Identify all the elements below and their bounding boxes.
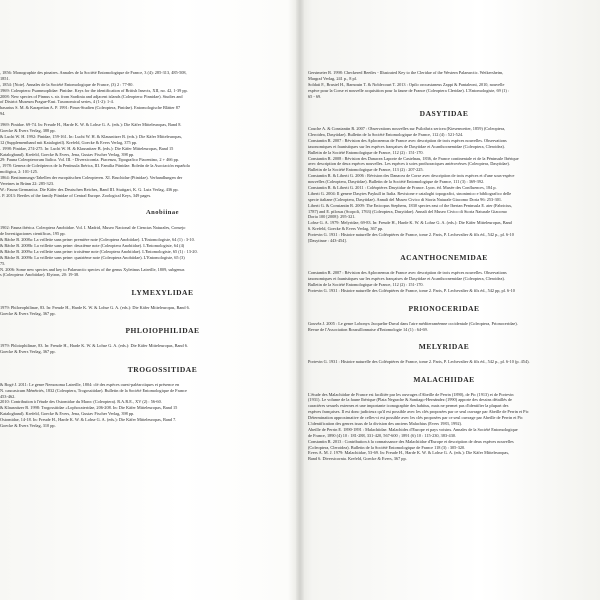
reference-line: Constantin R. & Liberti G. 2011 : Coléoptères Dasytidae de France. Lyon. éd. Musée des Confluences, 184 p. [308, 184, 497, 190]
prionoceridae-refs [308, 321, 580, 332]
section-title-anobiinae: Anobiinae [145, 209, 180, 217]
reference-line: Doria 100 [2008]: 295-321. [308, 214, 356, 220]
reference-line: Ostomidae, 14-18. In: Freude H., Harde K. W. & Lohse G. A. (eds.): Die Käfer Mitteleuropas, Band 7. [0, 417, 177, 423]
reference-line: 1851. [0, 75, 10, 81]
reference-line: Band 6. Diversicornia. Krefeld, Goecke & Evers, 367 pp. [308, 456, 407, 462]
reference-line: 1902: Fauna ibérica. Coleoptera Anobiidae. Vol. I. Madrid, Museo Nacional de Ciencias Naturales, Consejo [0, 225, 186, 231]
section-title-phloiophilidae: PHLOIOPHILIDAE [125, 326, 200, 336]
reference-line: Revue de l'Association Roussillonnaise d'Entomologie 14 (1) : 64-69. [308, 326, 428, 332]
reference-line: 6. Krefeld, Goecke & Evers Verlag, 367 pp. [308, 226, 384, 232]
reference-line: Constantin R. 2007 : Révision des Aplocnemus de France avec description de trois espèces nouvelles. Observations [308, 270, 507, 276]
reference-line: of District Museum Prague-East. Taxonomical series, 4 (1-2): 1-4. [0, 99, 114, 105]
lymexylidae-refs [0, 305, 285, 316]
reference-line: 1787) and E. pilosus (Scopoli, 1763) (Coleoptera, Dasytidae). Annali del Museo Civico di Storia Naturale Giacomo [308, 208, 507, 214]
reference-line: Gerstmeier R. 1998: Checkered Beetles - Illustrated Key to the Cleridae of the Western Palaearctic. Weikersheim, [308, 70, 504, 75]
reference-line: 75. [0, 260, 6, 266]
reference-line: taxonomiques et faunistiques sur les espèces françaises de Dasytidae et Acanthocnemidae (Coleoptera, Cleroidea). [308, 143, 505, 149]
reference-line: N. caucasicum Ménétriés, 1832 (Coleoptera, Trogossitidae). Bulletin de la Société Entomologique de France [0, 387, 187, 393]
reference-line: nouvelles (Coleoptera, Dasytidae). Bulletin de la Société Entomologique de France, 111 (3) : 369-392. [308, 179, 485, 185]
reference-line: Portevin G. 1931 : Histoire naturelle des Coléoptères de France, tome 2. Paris, P. Lechevalier & fils éd., 542 p., pl. 6-10 (p. 454). [308, 359, 530, 365]
reference-line: Goecke & Evers Verlag, 367 pp. [0, 349, 56, 355]
reference-line: Constantin R. & Liberti G. 2006 : Révision des Danacea de Corse avec description de trois espèces et d'une sous-espèce [308, 173, 515, 179]
reference-line: Goecke & Evers Verlag, 310 pp. [0, 422, 56, 428]
section-title-prionoceridae: PRIONOCERIDAE [408, 303, 480, 313]
reference-line: 29: Fauna Coleopterorum Italica. Vol. III. - Diversicornia. Piacenza, Tipografico Piacentino, 2 + 466 pp. [0, 157, 179, 163]
reference-line: 2008: New species of Pinnus s. str. from Sardinia and adjacent islands (Coleoptera: Pinnidae). Studies and [0, 93, 183, 99]
reference-line: Gouvêa J. 2005 : Le genre Lobonyx Jacquelin-Duval dans l'aire méditerranéenne occidentale (Coleoptera, Prionoceridae). [308, 320, 518, 326]
reference-line: Portevin G. 1931 : Histoire naturelle des Coléoptères de France, tome 2. Paris, P. Lechevalier & fils éd., 542 p., pl. 6-10 [308, 232, 514, 238]
reference-line: N. 2006: Some new species and key to Palaearctic species of the genus Xyletinus Latreille, 1809, subgenus [0, 266, 185, 272]
reference-line: Bulletin de la Société Entomologique de France, 113 (2) : 207-225. [308, 167, 424, 173]
left-block-2 [0, 122, 285, 198]
reference-line: 65 - 69. [308, 93, 322, 99]
reference-line: 1979: Phloiophilinae, 83. In: Freude H., Harde K. W. & Lohse G. A. (eds.): Die Käfer Mitteleuropas, Band 6. [0, 343, 188, 349]
reference-line: W.: Fauna Germanica. Die Käfer des Deutschen Reiches, Band III. Stuttgart, K. G. Lutz Verlag, 436 pp. [0, 186, 179, 192]
reference-line: [Dasytinae : 443-454]. [308, 237, 347, 243]
section-title-lymexylidae: LYMEXYLIDAE [131, 287, 194, 297]
section-title-trogossitidae: TROGOSSITIDAE [127, 364, 198, 374]
reference-line: Bulletin de la Société Entomologique de France, 112 (2) : 151-170. [308, 149, 424, 155]
reference-line: . P. 2013: Beetles of the family Ptinidae of Central Europe. Zoological Keys, 349 pages. [0, 192, 152, 198]
reference-line: & Klausnitzer B. 1998: Trogossitidae «Lophocateridae, 206-208. In: Die Käfer Mitteleuropas, Band 15 [0, 405, 178, 411]
anobiinae-refs [0, 225, 285, 278]
reference-line: Constantin R. 2008 : Révision des Danacea Laporte de Castelnau, 1836, de France continentale et de la Péninsule Ibérique [308, 155, 519, 161]
reference-line: & Lucht W. H. 1992: Pinidae, 159-161. In: Lucht W. H. & Klausnitzer B. (eds.): Die Käfer Mitteleuropas, [0, 133, 183, 139]
reference-line: Liberti G. 2004: Il genere Dasytes Paykull in Italia. Revisione e cataloghi topografici, sinonimico e bibliografico delle [308, 190, 512, 196]
reference-line: 1969: Coleoptera: Psammoplidae: Pinidae. Keys for the identification of British Insects, XII, no. 42, 1-39 pp. [0, 87, 188, 93]
reference-line: basarius S. M. & Karapetian A. P. 1991: Pinus-Studien (Coleoptera, Pinidae). Entomologische Blätter 87 [0, 105, 181, 111]
reference-line: Abeille de Perrin E. 1890-1891 : Malachiidae. Malachides d'Europe et pays voisins. Annales de la Société Entomologique [308, 426, 518, 432]
melyridae-refs [308, 359, 580, 365]
reference-line: Constantin R. 2013 : Contribution à la connaissance des Malachiidae d'Europe et description de deux espèces nouvelles [308, 438, 514, 444]
reference-line: Soldati F., Brustel H., Barnouin T. & Noblecourt T. 2013 : Opilo orocastaneus Zappi & Pantaleoni, 2010, nouvelle [308, 81, 505, 87]
reference-line: & Bâche B. 2009a: La vrillette sans peine: troisième note (Coleoptera Anobiidae). L'Entomologiste, 65 (1) : 13-20. [0, 248, 198, 254]
reference-line: , 1854: [Note]. Annales de la Société Entomologique de France, (3) 2 : 77-80. [0, 81, 134, 87]
reference-line: Détermination approximative de celles-ci est possible avec les clés proposées par ce seul ouvrage par Abeille de Perrin et Pic [308, 415, 523, 421]
section-title-melyridae: MELYRIDAE [418, 342, 470, 352]
reference-line: Katalogband). Krefeld, Goecke & Evers, Jena, Gustav Fischer Verlag, 398 pp. [0, 411, 135, 417]
reference-line: 1979: Philoeophilinae, 83. In: Freude H., Harde K. W. & Lohse G. A. (eds.): Die Käfer Mitteleuropas, Band 6. [0, 304, 190, 310]
reference-line: de Investigaciones científicas, 195 pp. [0, 231, 66, 237]
reference-line: Vereines in Brünn 22: 285-323. [0, 181, 55, 187]
reference-line: de France, 1890 (4) 10 : 181-288, 331-420, 567-600 ; 1891 (6) 10 : 115-230, 383-430. [308, 432, 457, 438]
reference-line: Constantin R. 2007 : Révision des Aplocnemus de France avec description de trois espèces nouvelles. Observations [308, 137, 507, 143]
reference-line: 1864: Bestimmungs-Tabellen der europäischen Coleopteren. XI. Bruchidae (Ptinidae). Verhandlungen der [0, 175, 183, 181]
reference-line: & Bogé J. 2011: Le genre Nemosoma Latreille, 1804: clé des espèces ouest-paléarctiques et présence en [0, 381, 180, 387]
reference-line: Margraf Verlag, 241 p., 8 pl. [308, 75, 357, 81]
reference-line: , 1978: Genera de Coleópteros de la Península Ibérica, III. Familia Ptinidae. Boletín de la Asociación española [0, 163, 190, 169]
malachiidae-refs [308, 392, 580, 462]
reference-line: . 1998: Pinidae, 274-275. In: Lucht W. H. & Klausnitzer B. (eds.): Die Käfer Mitteleuropas, Band 15 [0, 145, 174, 151]
reference-line: 94. [0, 111, 6, 117]
reference-line: Couche A. & Constantin R. 2007 : Observations nouvelles sur Psilothrix sericea (Kiesenwetter, 1859) (Coleoptera, [308, 126, 506, 132]
reference-line: Goecke & Evers Verlag, 388 pp. [0, 128, 56, 134]
reference-line: 12 (Supplementband mit Katalogteil). Krefeld, Goecke & Evers Verlag, 375 pp. [0, 139, 138, 145]
reference-line: specie italiane (Coleoptera, Dasytidae). Annali del Museo Civico di Storia Naturale Giacomo Doria 96: 253-301. [308, 196, 503, 202]
reference-line: (Coleoptera, Cleroidea). Bulletin de la Société Entomologique de France 118 (3) : 305-320. [308, 444, 466, 450]
reference-line: (1931). Le volume de la faune Ibérique (Plata Negrache & Santiago-Hernández (1990) apporte des dessins détaillés de [308, 397, 512, 403]
left-page [0, 70, 285, 429]
reference-line: 453-462. [0, 393, 16, 399]
reference-line: taxonomiques et faunistiques sur les espèces françaises de Dasytidae et Acanthocnemidae (Coleoptera, Cleroidea). [308, 276, 505, 282]
section-title-malachiidae: MALACHIIDAE [413, 374, 475, 384]
reference-line: espèces françaises. Il est donc judicieux qu'il est possible avec les clés proposées par ce seul ouvrage par Abeille de Perrin et Pic [308, 409, 529, 415]
reference-line: 2010: Contribution à l'étude des Ostomidae du Maroc (Coleoptera). R.A.R.E., XV (2) : 56-60. [0, 399, 162, 405]
reference-line: Cleroidea, Dasytidae). Bulletin de la Société Entomologique de France, 112 (4) : 521-524. [308, 131, 464, 137]
acanthocnemidae-refs [308, 270, 580, 293]
reference-line: Liberti G. & Constantin R. 2009: The Enicopus Stephens, 1830 species east of the Iberian Peninsula E. ater (Fabricius, [308, 202, 513, 208]
reference-line: Portevin G. 1931 : Histoire naturelle des Coléoptères de France, tome 2. Paris, P. Lechevalier & fils éd., 542 pp, pl. 6-10 [308, 288, 515, 294]
reference-line: Bulletin de la Société Entomologique de France, 112 (2) : 151-170. [308, 282, 424, 288]
reference-line: caractères sexuels externes et une importante iconographie des habitus, mais ne permet pas d'identifier la plupart des [308, 403, 509, 409]
right-top-refs [308, 70, 580, 99]
reference-line: L'identification des genres issus de la division des anciens Malachius (Evers 1983, 1992). [308, 421, 462, 426]
reference-line: mológica, 2: 101-125. [0, 169, 38, 175]
reference-line: espèce pour la Corse et nouvelle acquisition pour la faune de France (Coleoptera Cleridae). L'Entomologiste, 69 (1) : [308, 87, 510, 93]
reference-line: s (Coleoptera: Anobiidae). Elytron, 20: 19-38. [0, 272, 80, 278]
section-title-dasytidae: DASYTIDAE [419, 109, 469, 119]
reference-line: & Bâche B. 2008a: La vrillette sans peine: première note (Coleoptera Anobiidae). L'Entomologiste, 64 (1) : 3-10. [0, 237, 195, 243]
reference-line: Goecke & Evers Verlag, 367 pp. [0, 310, 56, 316]
reference-line: & Bâche B. 2009b: La vrillette sans peine: quatrième note (Coleoptera Anobiidae). L'Entomologiste, 65 (3) [0, 254, 185, 260]
reference-line: 1969: Pinidae. 69-74. In: Freude H., Harde K. W. & Lohse G. A. (eds.): Die Käfer Mitteleuropas, Band 8. [0, 122, 182, 128]
reference-line: Evers A. M. J. 1979: Malachiidae, 53-69. In: Freude H., Harde K. W. & Lohse G. A. (eds.): Die Käfer Mitteleuropas, [308, 450, 510, 456]
reference-line: , 1856: Monographie des pinaires. Annales de la Société Entomologique de France, 3 (4): 285-313, 485-508, [0, 70, 187, 75]
left-block-1 [0, 70, 285, 117]
book-fold [296, 0, 304, 600]
trogossitidae-refs [0, 382, 285, 429]
reference-line: avec description de deux espèces nouvelles. Les espèces à soies prothoraciques antérovérses (Coleoptera, Dasytidae). [308, 161, 510, 167]
phloiophilidae-refs [0, 343, 285, 354]
reference-line: Katalogband). Krefeld, Goecke & Evers, Jena, Gustav Fischer Verlag, 398 pp. [0, 151, 135, 157]
dasytidae-refs [308, 126, 580, 243]
reference-line: & Bâche B. 2008b: La vrillette sans peine: deuxième note (Coleoptera Anobiidae). L'Entomologiste, 64 (4) [0, 242, 185, 248]
reference-line: L'étude des Malachiidae de France est facilitée par les ouvrages d'Abeille de Perrin (1890), de Pic (1913) et de Portevin [308, 391, 514, 397]
right-page [308, 70, 580, 462]
section-title-acanthocnemidae: ACANTHOCNEMIDAE [400, 253, 488, 263]
reference-line: Lohse G. A. 1979: Melyridae, 69-83. In: Freude H., Harde K. W. & Lohse G. A. (eds.): Die Käfer Mitteleuropas, Band [308, 220, 512, 226]
